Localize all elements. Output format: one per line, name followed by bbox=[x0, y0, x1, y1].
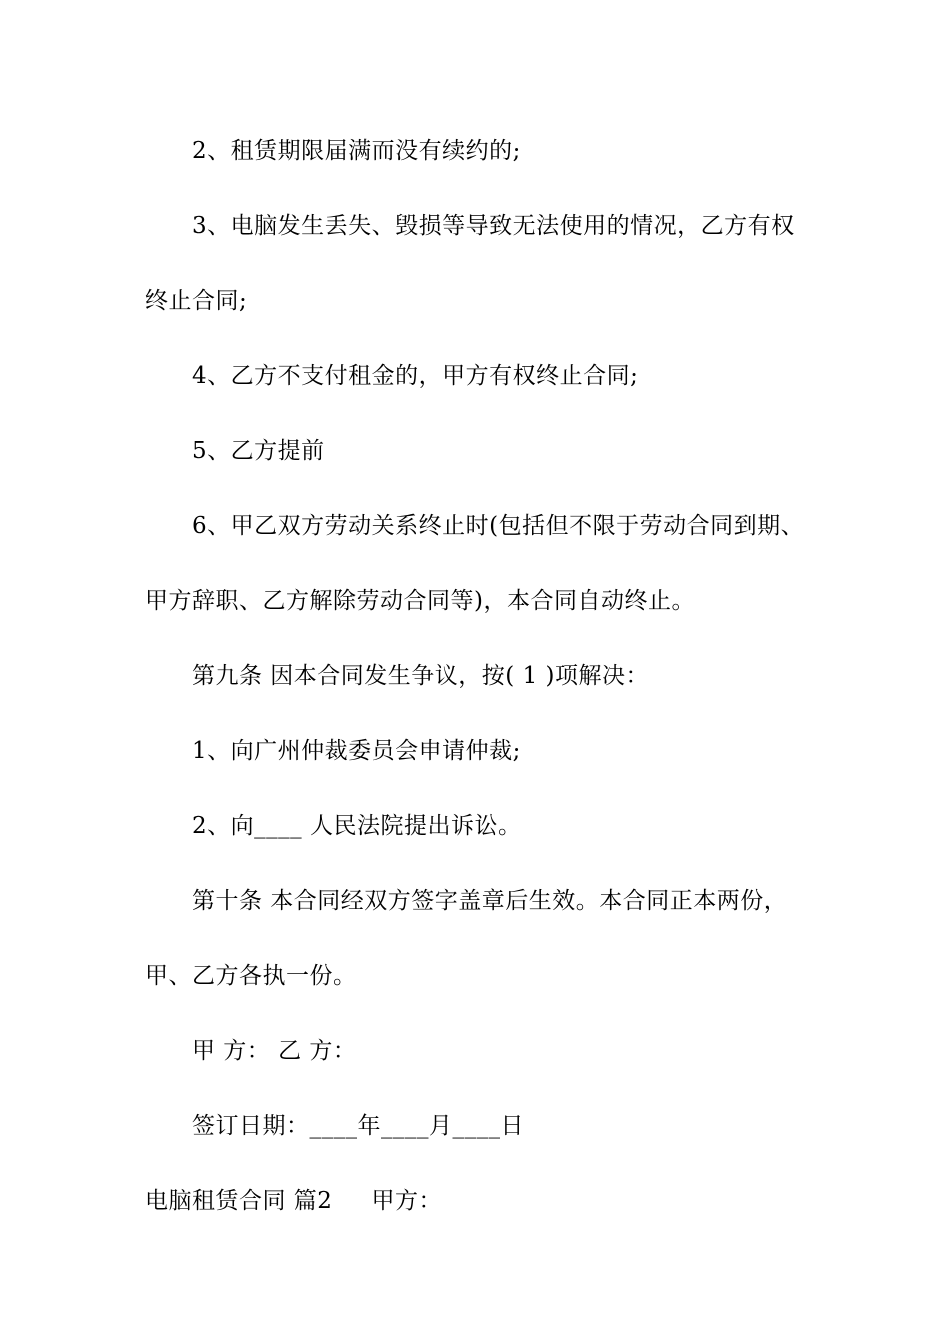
party-signatures: 甲 方： 乙 方： bbox=[192, 1038, 357, 1064]
signing-date: 签订日期：____年____月____日 bbox=[192, 1113, 524, 1139]
section-heading-contract-2: 电脑租赁合同 篇2 甲方： bbox=[145, 1188, 442, 1214]
clause-item-6: 6、甲乙双方劳动关系终止时(包括但不限于劳动合同到期、 bbox=[192, 513, 805, 539]
clause-item-5: 5、乙方提前 bbox=[192, 438, 325, 464]
dispute-option-2: 2、向____ 人民法院提出诉讼。 bbox=[192, 813, 522, 839]
clause-item-2: 2、租赁期限届满而没有续约的; bbox=[192, 138, 521, 164]
article-10: 第十条 本合同经双方签字盖章后生效。本合同正本两份， bbox=[192, 888, 788, 914]
dispute-option-1: 1、向广州仲裁委员会申请仲裁; bbox=[192, 738, 521, 764]
clause-item-4: 4、乙方不支付租金的，甲方有权终止合同; bbox=[192, 363, 639, 389]
clause-item-3: 3、电脑发生丢失、毁损等导致无法使用的情况，乙方有权 bbox=[192, 213, 795, 239]
article-9-heading: 第九条 因本合同发生争议，按( 1 )项解决： bbox=[192, 663, 650, 689]
article-10-continued: 甲、乙方各执一份。 bbox=[145, 963, 357, 989]
clause-item-6-continued: 甲方辞职、乙方解除劳动合同等)，本合同自动终止。 bbox=[145, 588, 695, 614]
clause-item-3-continued: 终止合同; bbox=[145, 288, 248, 314]
